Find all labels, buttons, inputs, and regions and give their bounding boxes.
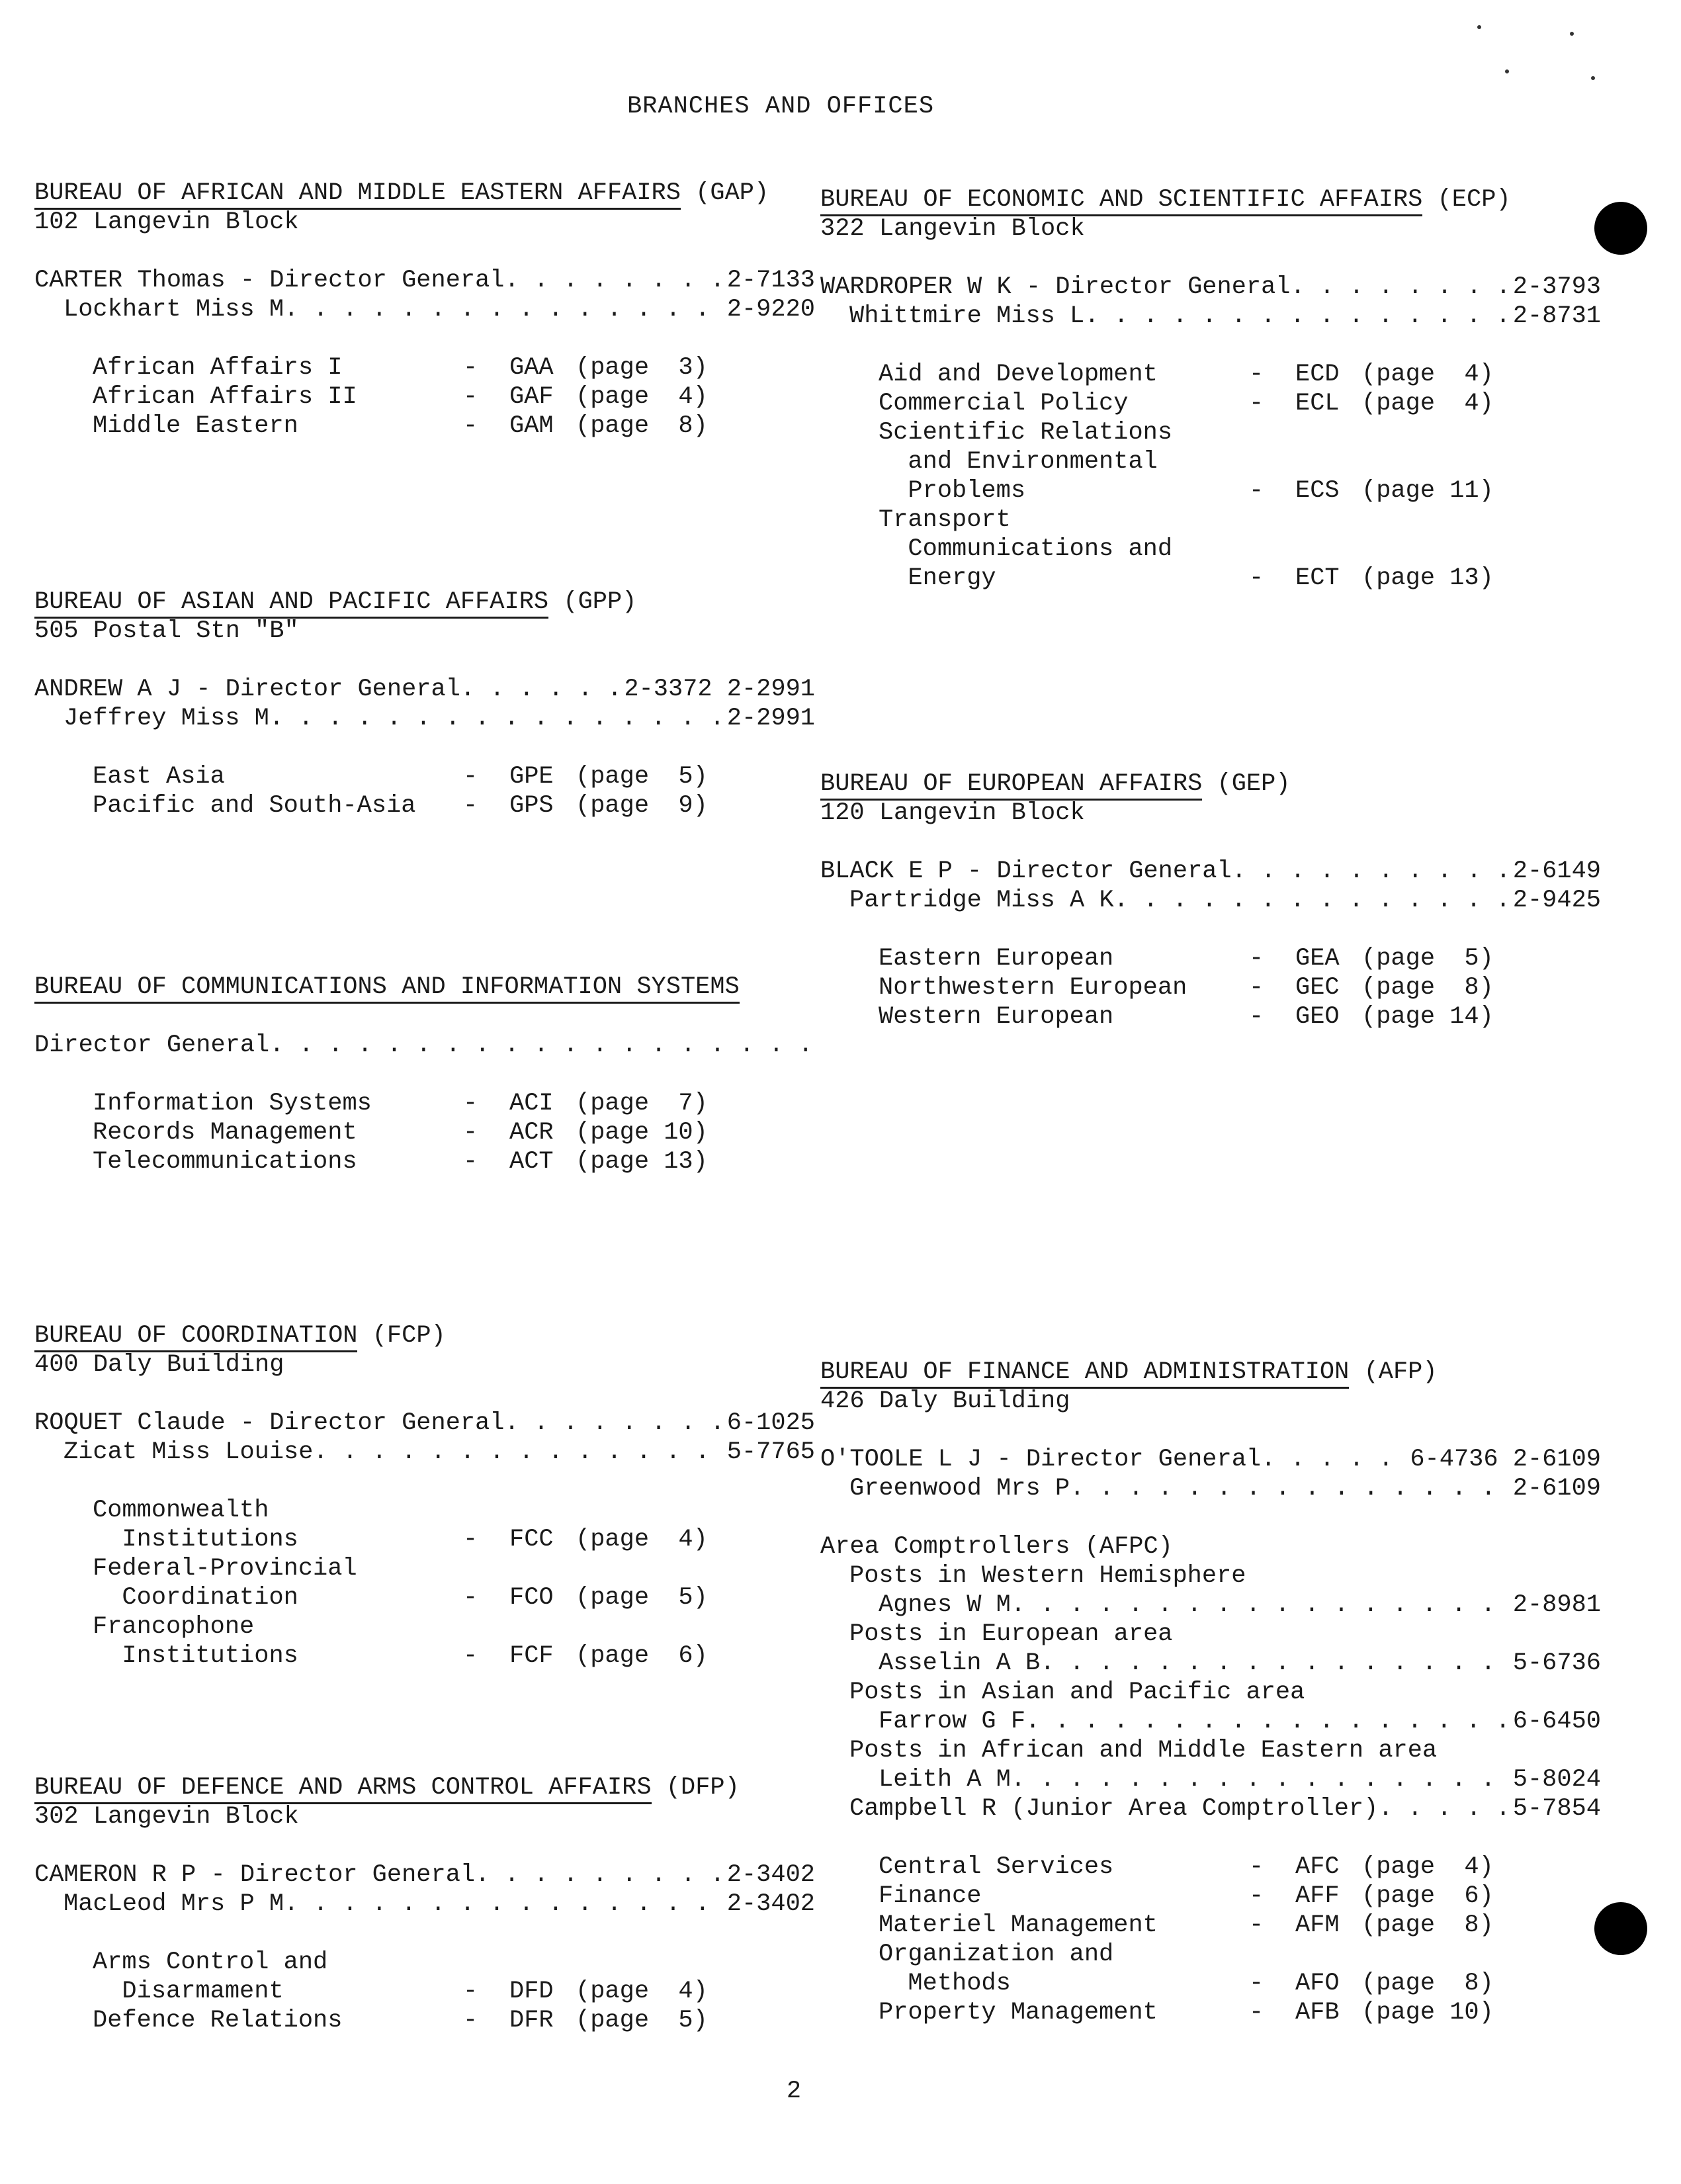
directory-row <box>820 302 1601 331</box>
division-code: GEA <box>1295 945 1340 973</box>
division-name: Finance <box>879 1882 982 1910</box>
phone-number: 2-3402 <box>726 1861 815 1889</box>
division-name: Scientific Relations and Environmental Problems <box>879 419 1173 505</box>
division-name: Information Systems <box>93 1090 372 1117</box>
division-row <box>820 1940 1601 1998</box>
bureau-location: 102 Langevin Block <box>34 208 299 236</box>
entry-name: Asselin A B <box>879 1649 1041 1677</box>
leader-dots <box>313 1438 721 1467</box>
directory-row <box>34 295 815 324</box>
spacer <box>34 733 815 762</box>
division-code: ECL <box>1295 390 1340 417</box>
leader-dots <box>505 1409 722 1438</box>
leader-dots <box>1025 1707 1508 1736</box>
spacer <box>820 1823 1601 1853</box>
phone-number: 2-7133 <box>726 267 815 294</box>
page-reference: (page 5) <box>576 2007 708 2034</box>
dash: - <box>463 792 478 820</box>
dash: - <box>463 1526 478 1553</box>
directory-row <box>820 1649 1601 1678</box>
spacer <box>34 1831 815 1860</box>
dash: - <box>1249 564 1264 592</box>
bureau-code: (FCP) <box>372 1322 446 1350</box>
bureau-code: (GEP) <box>1217 770 1291 798</box>
leader-dots <box>1040 1649 1508 1678</box>
division-row <box>820 1882 1601 1911</box>
page-reference: (page 8) <box>1361 1970 1494 1997</box>
spacer <box>34 237 815 266</box>
bureau-section <box>34 973 815 1176</box>
division-row <box>34 1554 815 1612</box>
page-reference: (page 7) <box>576 1090 708 1117</box>
binder-hole-top <box>1594 202 1647 255</box>
page-title: BRANCHES AND OFFICES <box>626 93 935 120</box>
entry-name: Farrow G F <box>879 1708 1026 1735</box>
dash: - <box>463 1584 478 1612</box>
bureau-section <box>34 588 815 820</box>
entry-name: Area Comptrollers (AFPC) <box>820 1533 1173 1561</box>
division-code: ECT <box>1295 564 1340 592</box>
division-name: Central Services <box>879 1853 1114 1881</box>
bureau-name: BUREAU OF COMMUNICATIONS AND INFORMATION SYSTEMS <box>34 973 740 1004</box>
directory-row <box>34 1860 815 1890</box>
spacer <box>820 915 1601 944</box>
directory-row <box>34 1409 815 1438</box>
division-code: GAA <box>509 354 554 382</box>
spacer <box>820 243 1601 273</box>
bureau-name: BUREAU OF ASIAN AND PACIFIC AFFAIRS <box>34 588 548 619</box>
dash: - <box>463 383 478 411</box>
spacer <box>34 1919 815 1948</box>
bureau-heading <box>34 179 815 208</box>
division-row <box>34 1089 815 1118</box>
entry-name: Posts in Western Hemisphere <box>849 1562 1246 1590</box>
phone-number: 2-3793 <box>1512 273 1601 301</box>
page-reference: (page 8) <box>1361 974 1494 1002</box>
bureau-location: 400 Daly Building <box>34 1351 284 1379</box>
dash: - <box>463 1119 478 1147</box>
division-row <box>34 1496 815 1554</box>
leader-dots <box>1011 1591 1508 1620</box>
division-name: Western European <box>879 1003 1114 1031</box>
phone-number: 2-2991 <box>726 705 815 732</box>
division-name: Defence Relations <box>93 2007 343 2034</box>
phone-number: 2-8981 <box>1512 1591 1601 1619</box>
division-row <box>34 1612 815 1671</box>
division-code: GAF <box>509 383 554 411</box>
scan-speck <box>1591 76 1595 80</box>
directory-row <box>820 1561 1601 1591</box>
division-row <box>34 382 815 412</box>
entry-name: O'TOOLE L J - Director General <box>820 1446 1262 1473</box>
dash: - <box>1249 945 1264 973</box>
phone-number: 5-7854 <box>1512 1795 1601 1823</box>
phone-number: 5-8024 <box>1512 1766 1601 1794</box>
division-row <box>34 2006 815 2035</box>
dash: - <box>463 1642 478 1670</box>
division-code: GEO <box>1295 1003 1340 1031</box>
bureau-section <box>820 769 1601 1031</box>
leader-dots <box>1011 1765 1508 1794</box>
page-reference: (page 11) <box>1361 477 1494 505</box>
page-reference: (page 10) <box>576 1119 708 1147</box>
page-number: 2 <box>786 2077 802 2105</box>
bureau-heading <box>820 185 1601 214</box>
division-code: AFB <box>1295 1999 1340 2027</box>
entry-name: ANDREW A J - Director General <box>34 676 460 703</box>
page-reference: (page 6) <box>1361 1882 1494 1910</box>
spacer <box>34 646 815 675</box>
phone-number: 2-6109 <box>1512 1475 1601 1503</box>
division-row <box>820 973 1601 1002</box>
entry-name: Campbell R (Junior Area Comptroller) <box>849 1795 1379 1823</box>
page-reference: (page 14) <box>1361 1003 1494 1031</box>
division-name: African Affairs I <box>93 354 343 382</box>
phone-number: 6-6450 <box>1512 1708 1601 1735</box>
division-row <box>820 1998 1601 2027</box>
division-code: AFC <box>1295 1853 1340 1881</box>
bureau-location: 302 Langevin Block <box>34 1803 299 1831</box>
page-reference: (page 3) <box>576 354 708 382</box>
page-reference: (page 4) <box>1361 1853 1494 1881</box>
division-row <box>820 1911 1601 1940</box>
leader-dots <box>269 704 722 733</box>
phone-number: 2-9220 <box>726 296 815 324</box>
bureau-section <box>34 1321 815 1671</box>
entry-name: WARDROPER W K - Director General <box>820 273 1291 301</box>
division-name: Transport Communications and Energy <box>879 506 1173 592</box>
division-name: East Asia <box>93 763 225 791</box>
division-row <box>34 1147 815 1176</box>
directory-row <box>820 1765 1601 1794</box>
page-reference: (page 4) <box>576 1526 708 1553</box>
division-code: GEC <box>1295 974 1340 1002</box>
directory-row <box>820 1620 1601 1649</box>
page-reference: (page 4) <box>1361 390 1494 417</box>
leader-dots <box>1084 302 1508 331</box>
phone-number <box>810 1031 815 1060</box>
dash: - <box>1249 1911 1264 1939</box>
division-row <box>820 505 1601 593</box>
dash: - <box>1249 1999 1264 2027</box>
entry-name: MacLeod Mrs P M <box>64 1890 284 1918</box>
entry-name: Agnes W M <box>879 1591 1011 1619</box>
directory-row <box>820 1736 1601 1765</box>
spacer <box>820 828 1601 857</box>
page-reference: (page 8) <box>1361 1911 1494 1939</box>
spacer <box>34 1467 815 1496</box>
directory-row <box>820 1474 1601 1503</box>
page-reference: (page 6) <box>576 1642 708 1670</box>
division-name: Commonwealth Institutions <box>93 1497 298 1553</box>
directory-row <box>820 886 1601 915</box>
bureau-name: BUREAU OF AFRICAN AND MIDDLE EASTERN AFFAIRS <box>34 179 681 210</box>
page-reference: (page 13) <box>576 1148 708 1176</box>
page-reference: (page 8) <box>576 412 708 440</box>
directory-row <box>34 1438 815 1467</box>
division-name: Telecommunications <box>93 1148 357 1176</box>
division-code: FCF <box>509 1642 554 1670</box>
phone-number: 5-7765 <box>726 1438 815 1466</box>
bureau-heading <box>820 769 1601 799</box>
scan-speck <box>1477 25 1481 29</box>
bureau-name: BUREAU OF FINANCE AND ADMINISTRATION <box>820 1358 1349 1389</box>
division-row <box>820 389 1601 418</box>
dash: - <box>1249 390 1264 417</box>
dash: - <box>463 1978 478 2005</box>
page-reference: (page 5) <box>576 763 708 791</box>
dash: - <box>1249 477 1264 505</box>
division-row <box>820 360 1601 389</box>
division-name: Property Management <box>879 1999 1158 2027</box>
dash: - <box>463 1090 478 1117</box>
dash: - <box>463 412 478 440</box>
dash: - <box>463 2007 478 2034</box>
leader-dots <box>284 1890 722 1919</box>
bureau-code: (DFP) <box>666 1774 740 1802</box>
bureau-heading <box>34 1321 815 1350</box>
binder-hole-bottom <box>1594 1902 1647 1955</box>
division-code: AFM <box>1295 1911 1340 1939</box>
division-name: Eastern European <box>879 945 1114 973</box>
directory-row <box>34 704 815 733</box>
bureau-code: (AFP) <box>1363 1358 1438 1386</box>
entry-name: Posts in African and Middle Eastern area <box>849 1737 1438 1765</box>
spacer <box>34 1379 815 1409</box>
bureau-section <box>34 179 815 441</box>
dash: - <box>1249 1970 1264 1997</box>
directory-row <box>820 1445 1601 1474</box>
directory-row <box>820 1794 1601 1823</box>
leader-dots <box>460 675 619 704</box>
division-code: ACR <box>509 1119 554 1147</box>
division-code: GAM <box>509 412 554 440</box>
scan-speck <box>1570 32 1574 36</box>
dash: - <box>463 1148 478 1176</box>
leader-dots <box>284 295 722 324</box>
bureau-name: BUREAU OF EUROPEAN AFFAIRS <box>820 770 1202 801</box>
phone-number: 2-6149 <box>1512 857 1601 885</box>
division-name: Aid and Development <box>879 361 1158 388</box>
division-code: AFF <box>1295 1882 1340 1910</box>
bureau-location: 120 Langevin Block <box>820 799 1085 827</box>
bureau-code: (GPP) <box>563 588 637 616</box>
division-row <box>820 1853 1601 1882</box>
division-name: Federal-Provincial Coordination <box>93 1555 357 1612</box>
bureau-section <box>34 1773 815 2035</box>
spacer <box>34 1060 815 1089</box>
dash: - <box>463 354 478 382</box>
bureau-location: 322 Langevin Block <box>820 215 1085 243</box>
directory-row <box>820 1591 1601 1620</box>
division-row <box>820 1002 1601 1031</box>
division-code: DFD <box>509 1978 554 2005</box>
dash: - <box>463 763 478 791</box>
division-name: Commercial Policy <box>879 390 1129 417</box>
dash: - <box>1249 1882 1264 1910</box>
division-name: Arms Control and Disarmament <box>93 1948 328 2005</box>
page-reference: (page 9) <box>576 792 708 820</box>
page-reference: (page 5) <box>576 1584 708 1612</box>
phone-number: 2-3402 <box>726 1890 815 1918</box>
bureau-heading <box>34 588 815 617</box>
division-code: FCC <box>509 1526 554 1553</box>
division-code: ECD <box>1295 361 1340 388</box>
division-row <box>820 418 1601 505</box>
division-code: FCO <box>509 1584 554 1612</box>
division-row <box>34 353 815 382</box>
bureau-heading <box>34 973 815 1002</box>
entry-name: CARTER Thomas - Director General <box>34 267 505 294</box>
bureau-code: (ECP) <box>1437 186 1511 214</box>
division-name: Materiel Management <box>879 1911 1158 1939</box>
division-code: AFO <box>1295 1970 1340 1997</box>
bureau-name: BUREAU OF ECONOMIC AND SCIENTIFIC AFFAIRS <box>820 186 1422 216</box>
entry-name: CAMERON R P - Director General <box>34 1861 476 1889</box>
entry-name: Lockhart Miss M <box>64 296 284 324</box>
entry-name: Posts in Asian and Pacific area <box>849 1679 1305 1706</box>
leader-dots <box>475 1860 722 1890</box>
bureau-location: 426 Daly Building <box>820 1387 1070 1415</box>
division-name: Middle Eastern <box>93 412 298 440</box>
bureau-section <box>820 1358 1601 2027</box>
directory-row <box>34 1031 815 1060</box>
division-row <box>34 1948 815 2006</box>
division-code: ACT <box>509 1148 554 1176</box>
leader-dots <box>1378 1794 1507 1823</box>
leader-dots <box>1261 1445 1404 1474</box>
entry-name: BLACK E P - Director General <box>820 857 1232 885</box>
leader-dots <box>1232 857 1508 886</box>
division-name: Pacific and South-Asia <box>93 792 416 820</box>
division-name: Francophone Institutions <box>93 1613 298 1670</box>
page-reference: (page 4) <box>576 1978 708 2005</box>
entry-name: Jeffrey Miss M <box>64 705 269 732</box>
entry-name: Whittmire Miss L <box>849 302 1085 330</box>
phone-number: 5-6736 <box>1512 1649 1601 1677</box>
phone-number: 2-9425 <box>1512 887 1601 914</box>
entry-name: Partridge Miss A K <box>849 887 1114 914</box>
bureau-heading <box>34 1773 815 1802</box>
spacer <box>34 1002 815 1031</box>
division-name: Organization and Methods <box>879 1941 1114 1997</box>
dash: - <box>1249 1003 1264 1031</box>
spacer <box>820 1503 1601 1532</box>
phone-number: 6-1025 <box>726 1409 815 1437</box>
bureau-heading <box>820 1358 1601 1387</box>
bureau-name: BUREAU OF DEFENCE AND ARMS CONTROL AFFAIRS <box>34 1774 652 1804</box>
leader-dots <box>1114 886 1508 915</box>
dash: - <box>1249 974 1264 1002</box>
dash: - <box>1249 361 1264 388</box>
entry-name: Director General <box>34 1031 270 1059</box>
spacer <box>820 331 1601 360</box>
division-name: African Affairs II <box>93 383 357 411</box>
division-name: Records Management <box>93 1119 357 1147</box>
bureau-name: BUREAU OF COORDINATION <box>34 1322 357 1352</box>
division-row <box>34 1118 815 1147</box>
division-code: GPS <box>509 792 554 820</box>
phone-number: 2-8731 <box>1512 302 1601 330</box>
page-reference: (page 4) <box>1361 361 1494 388</box>
entry-name: Posts in European area <box>849 1620 1173 1648</box>
phone-number: 2-3372 2-2991 <box>624 676 815 703</box>
division-row <box>34 412 815 441</box>
division-code: GPE <box>509 763 554 791</box>
bureau-code: (GAP) <box>695 179 769 207</box>
leader-dots <box>269 1031 810 1060</box>
division-row <box>34 762 815 791</box>
directory-row <box>34 1890 815 1919</box>
division-code: ECS <box>1295 477 1340 505</box>
entry-name: Leith A M <box>879 1766 1011 1794</box>
spacer <box>34 324 815 353</box>
spacer <box>820 1416 1601 1445</box>
directory-row <box>820 1678 1601 1707</box>
leader-dots <box>1070 1474 1508 1503</box>
directory-row <box>820 857 1601 886</box>
division-row <box>820 944 1601 973</box>
division-name: Northwestern European <box>879 974 1187 1002</box>
page-reference: (page 5) <box>1361 945 1494 973</box>
phone-number: 6-4736 2-6109 <box>1410 1446 1601 1473</box>
entry-name: Zicat Miss Louise <box>64 1438 314 1466</box>
entry-name: ROQUET Claude - Director General <box>34 1409 505 1437</box>
bureau-location: 505 Postal Stn "B" <box>34 617 299 645</box>
page-reference: (page 13) <box>1361 564 1494 592</box>
dash: - <box>1249 1853 1264 1881</box>
leader-dots <box>1291 273 1508 302</box>
directory-row <box>820 273 1601 302</box>
directory-row <box>820 1532 1601 1561</box>
division-code: DFR <box>509 2007 554 2034</box>
directory-row <box>34 675 815 704</box>
leader-dots <box>505 266 722 295</box>
page-reference: (page 10) <box>1361 1999 1494 2027</box>
directory-row <box>820 1707 1601 1736</box>
division-row <box>34 791 815 820</box>
division-code: ACI <box>509 1090 554 1117</box>
entry-name: Greenwood Mrs P <box>849 1475 1070 1503</box>
bureau-section <box>820 185 1601 593</box>
directory-row <box>34 266 815 295</box>
page-reference: (page 4) <box>576 383 708 411</box>
scan-speck <box>1505 69 1509 73</box>
